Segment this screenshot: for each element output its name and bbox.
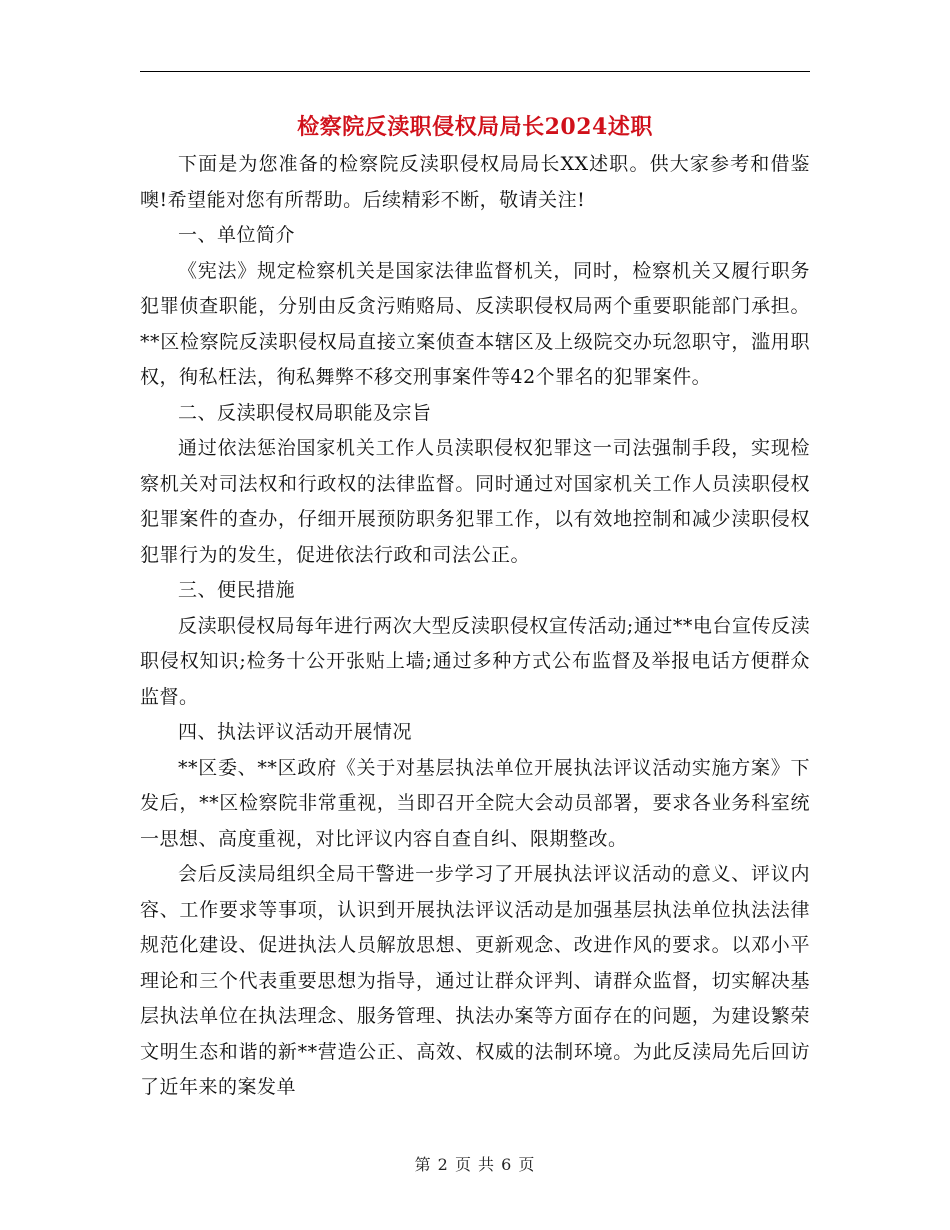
paragraph-evaluation-1: **区委、**区政府《关于对基层执法单位开展执法评议活动实施方案》下发后，**区检察院非常重视，当即召开全院大会动员部署，要求各业务科室统一思想、高度重视，对比评议内容自查自纠、限期整改。	[140, 756, 810, 850]
paragraph-evaluation-2: 会后反渎局组织全局干警进一步学习了开展执法评议活动的意义、评议内容、工作要求等事项，认识到开展执法评议活动是加强基层执法单位执法法律规范化建设、促进执法人员解放思想、更新观念、改进作风的要求。以邓小平理论和三个代表重要思想为指导，通过让群众评判、请群众监督，切实解决基层执法单位在执法理念、服务管理、执法办案等方面存在的问题，为建设繁荣文明生态和谐的新**营造公正、高效、权威的法制环境。为此反渎局先后回访了近年来的案发单	[140, 863, 810, 1098]
paragraph-intro: 下面是为您准备的检察院反渎职侵权局局长XX述职。供大家参考和借鉴噢!希望能对您有所帮助。后续精彩不断，敬请关注!	[140, 153, 810, 211]
document-body	[140, 147, 810, 1106]
header-rule	[140, 71, 810, 72]
section-heading-functions: 二、反渎职侵权局职能及宗旨	[178, 401, 432, 424]
document-title: 检察院反渎职侵权局局长2024述职	[297, 114, 653, 140]
paragraph-unit-intro: 《宪法》规定检察机关是国家法律监督机关，同时，检察机关又履行职务犯罪侦查职能，分别由反贪污贿赂局、反渎职侵权局两个重要职能部门承担。**区检察院反渎职侵权局直接立案侦查本辖区及上级院交办玩忽职守，滥用职权，徇私枉法，徇私舞弊不移交刑事案件等42个罪名的犯罪案件。	[140, 259, 810, 388]
section-heading-unit-intro: 一、单位简介	[178, 224, 296, 246]
section-heading-measures: 三、便民措施	[178, 579, 296, 601]
paragraph-measures: 反渎职侵权局每年进行两次大型反渎职侵权宣传活动;通过**电台宣传反渎职侵权知识;检务十公开张贴上墙;通过多种方式公布监督及举报电话方便群众监督。	[140, 614, 810, 708]
paragraph-functions: 通过依法惩治国家机关工作人员渎职侵权犯罪这一司法强制手段，实现检察机关对司法权和行政权的法律监督。同时通过对国家机关工作人员渎职侵权犯罪案件的查办，仔细开展预防职务犯罪工作，以有效地控制和减少渎职侵权犯罪行为的发生，促进依法行政和司法公正。	[140, 437, 810, 566]
page-number-footer: 第 2 页 共 6 页	[414, 1155, 536, 1174]
section-heading-evaluation: 四、执法评议活动开展情况	[178, 721, 413, 743]
